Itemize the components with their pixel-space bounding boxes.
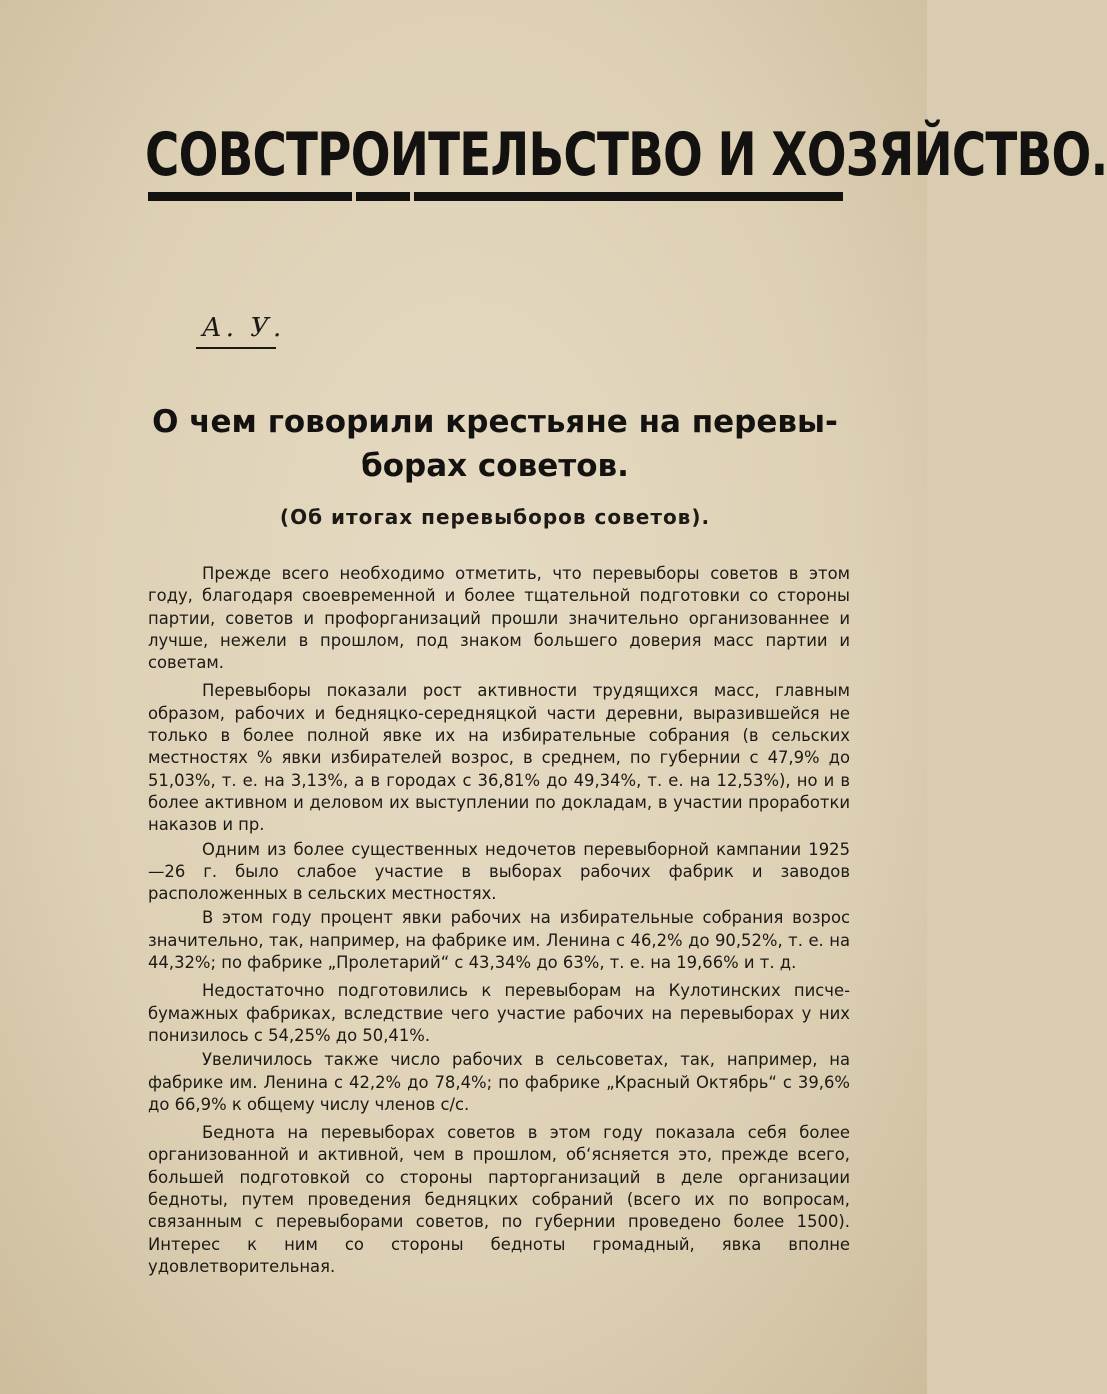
paragraph: Увеличилось также число рабочих в сельсоветах, так, например, на фабрике им. Ленина с 42,2% до 78,4%; по фабрике „Красный Октябрь“ с 39,6% до 66,9% к общему числу членов с/с. [148,1050,850,1114]
paragraph: Перевыборы показали рост активности трудящихся масс, главным образом, рабочих и бедняцко-середняцкой части деревни, выразившейся не только в более полной явке их на избирательные собрания (в сельских местностях % явки избирателей возрос, в среднем, по губернии с 47,9% до 51,03%, т. е. на 3,13%, а в городах с 36,81% до 49,34%, т. е. на 12,53%), но и в более активном и деловом их выступлении по докладам, в участии проработки наказов и пр. [148,681,850,835]
underline-gap [352,192,356,201]
paragraph: Беднота на перевыборах советов в этом году показала себя более организованной и активной, чем в прошлом, об‘ясняется это, прежде всего, большей подготовкой со стороны парторганизаций в деле организации бедноты, путем проведения бедняцких собраний (всего их по вопросам, связанным с перевыборами советов, по губернии проведено более 1500). Интерес к ним со стороны бедноты громадный, явка вполне удовлетворительная. [148,1123,850,1276]
headline-line-2: борах советов. [361,448,629,484]
article-headline [140,400,850,488]
article-body [148,563,850,1280]
paragraph: Одним из более существенных недочетов перевыборной кампании 1925—26 г. было слабое участие в выборах рабочих фабрик и заводов расположенных в сельских местностях. [148,839,850,904]
underline-gap [410,192,414,201]
title-underline [148,192,843,201]
paragraph: Прежде всего необходимо отметить, что перевыборы советов в этом году, благодаря своевременной и более тщательной подготовки со стороны партии, советов и профорганизаций прошли значительно организованнее и лучше, нежели в прошлом, под знаком большего доверия масс партии и советам. [148,564,850,673]
article-subtitle: (Об итогах перевыборов советов). [279,505,711,529]
paragraph: Недостаточно подготовились к перевыборам на Кулотинских писче-бумажных фабриках, вследствие чего участие рабочих на перевыборах у них понизилось с 54,25% до 50,41%. [148,981,850,1045]
section-title: СОВСТРОИТЕЛЬСТВО И ХОЗЯЙСТВО. [145,120,1107,190]
paragraph: В этом году процент явки рабочих на избирательные собрания возрос значительно, так, например, на фабрике им. Ленина с 46,2% до 90,52%, т. е. на 44,32%; по фабрике „Пролетарий“ с 43,34% до 63%, т. е. на 19,66% и т. д. [148,908,850,973]
author-underline [196,347,276,349]
author: А. У. [202,313,286,343]
headline-line-1: О чем говорили крестьяне на перевы- [152,404,838,440]
